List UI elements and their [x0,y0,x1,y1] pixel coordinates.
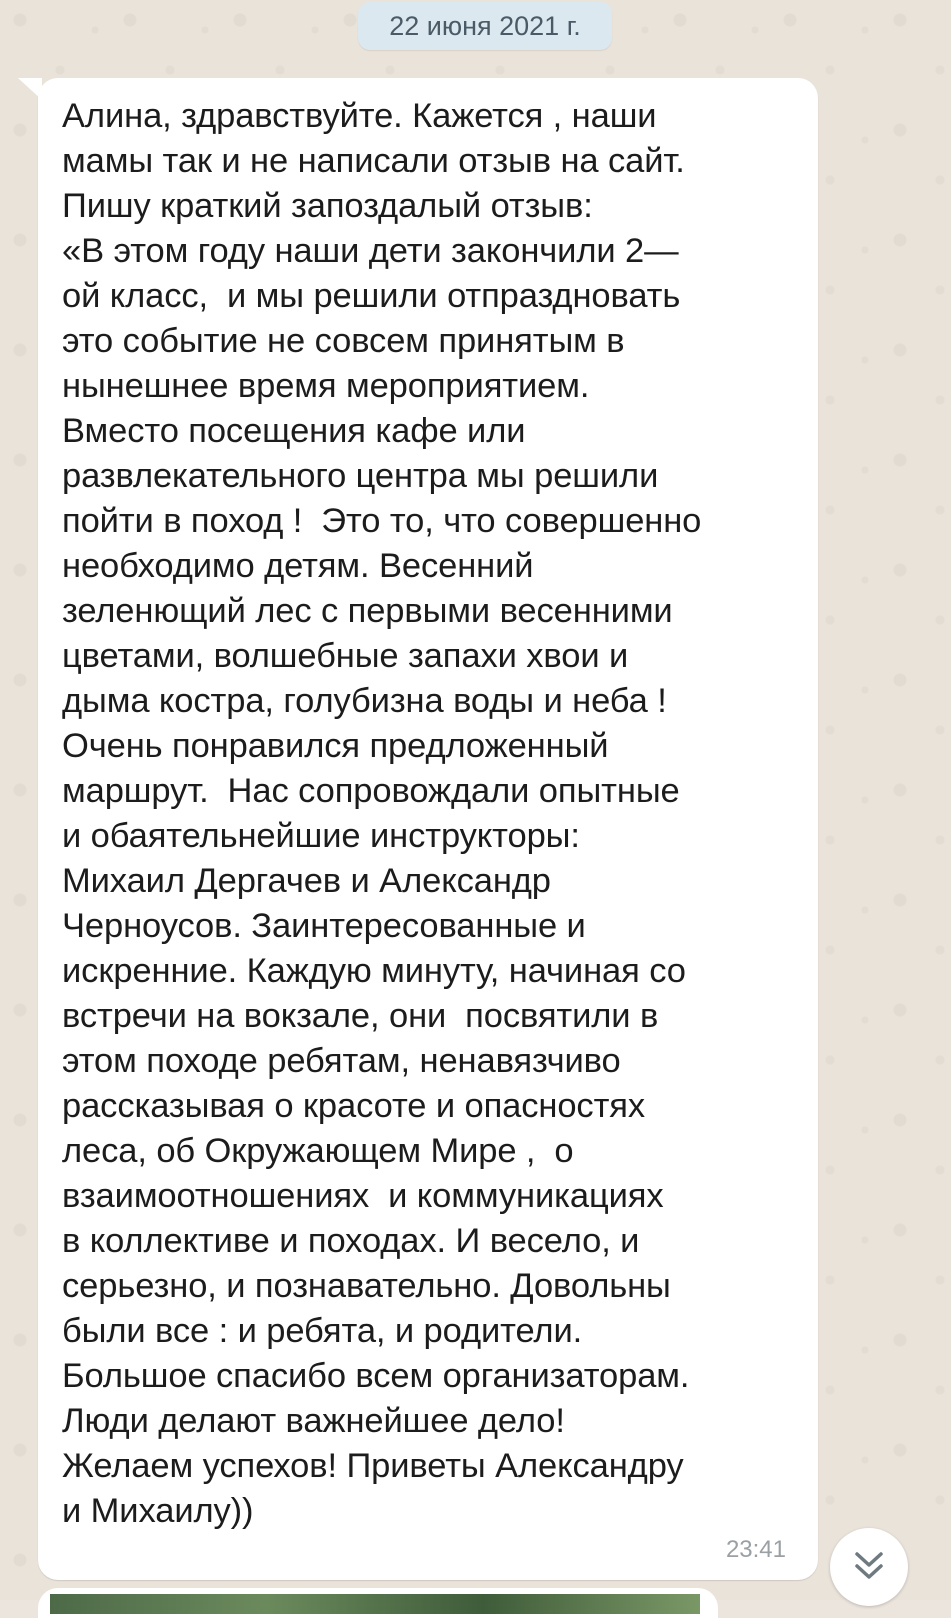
next-message-image[interactable] [50,1594,700,1614]
double-chevron-down-icon [852,1546,886,1586]
scroll-to-bottom-button[interactable] [830,1528,908,1606]
message-timestamp: 23:41 [725,1536,786,1563]
message-text: Алина, здравствуйте. Кажется , наши мамы так и не написали отзыв на сайт. Пишу краткий запоздалый отзыв: «В этом году наши дети закончили 2— ой класс, и мы решили отпраздновать это событие не совсем принятым в нынешнее время мероприятием. Вместо посещения кафе или развлекательного центра мы решили пойти в поход ! Это то, что совершенно необходимо детям. Весенний зеленющий лес с первыми весенними цветами, волшебные запахи хвои и дыма костра, голубизна воды и неба ! Очень понравился предложенный маршрут. Нас сопровождали опытные и обаятельнейшие инструкторы: Михаил Дергачев и Александр Черноусов. Заинтересованные и искренние. Каждую минуту, начиная со встречи на вокзале, они посвятили в этом походе ребятам, ненавязчиво рассказывая о красоте и опасностях леса, об Окружающем Мире , о взаимоотношениях и коммуникациях в коллективе и походах. И весело, и серьезно, и познавательно. Довольны были все : и ребята, и родители. Большое спасибо всем организаторам. Люди делают важнейшее дело! Желаем успехов! Приветы Александру и Михаилу)) [62,97,702,1530]
date-separator: 22 июня 2021 г. [358,2,612,50]
